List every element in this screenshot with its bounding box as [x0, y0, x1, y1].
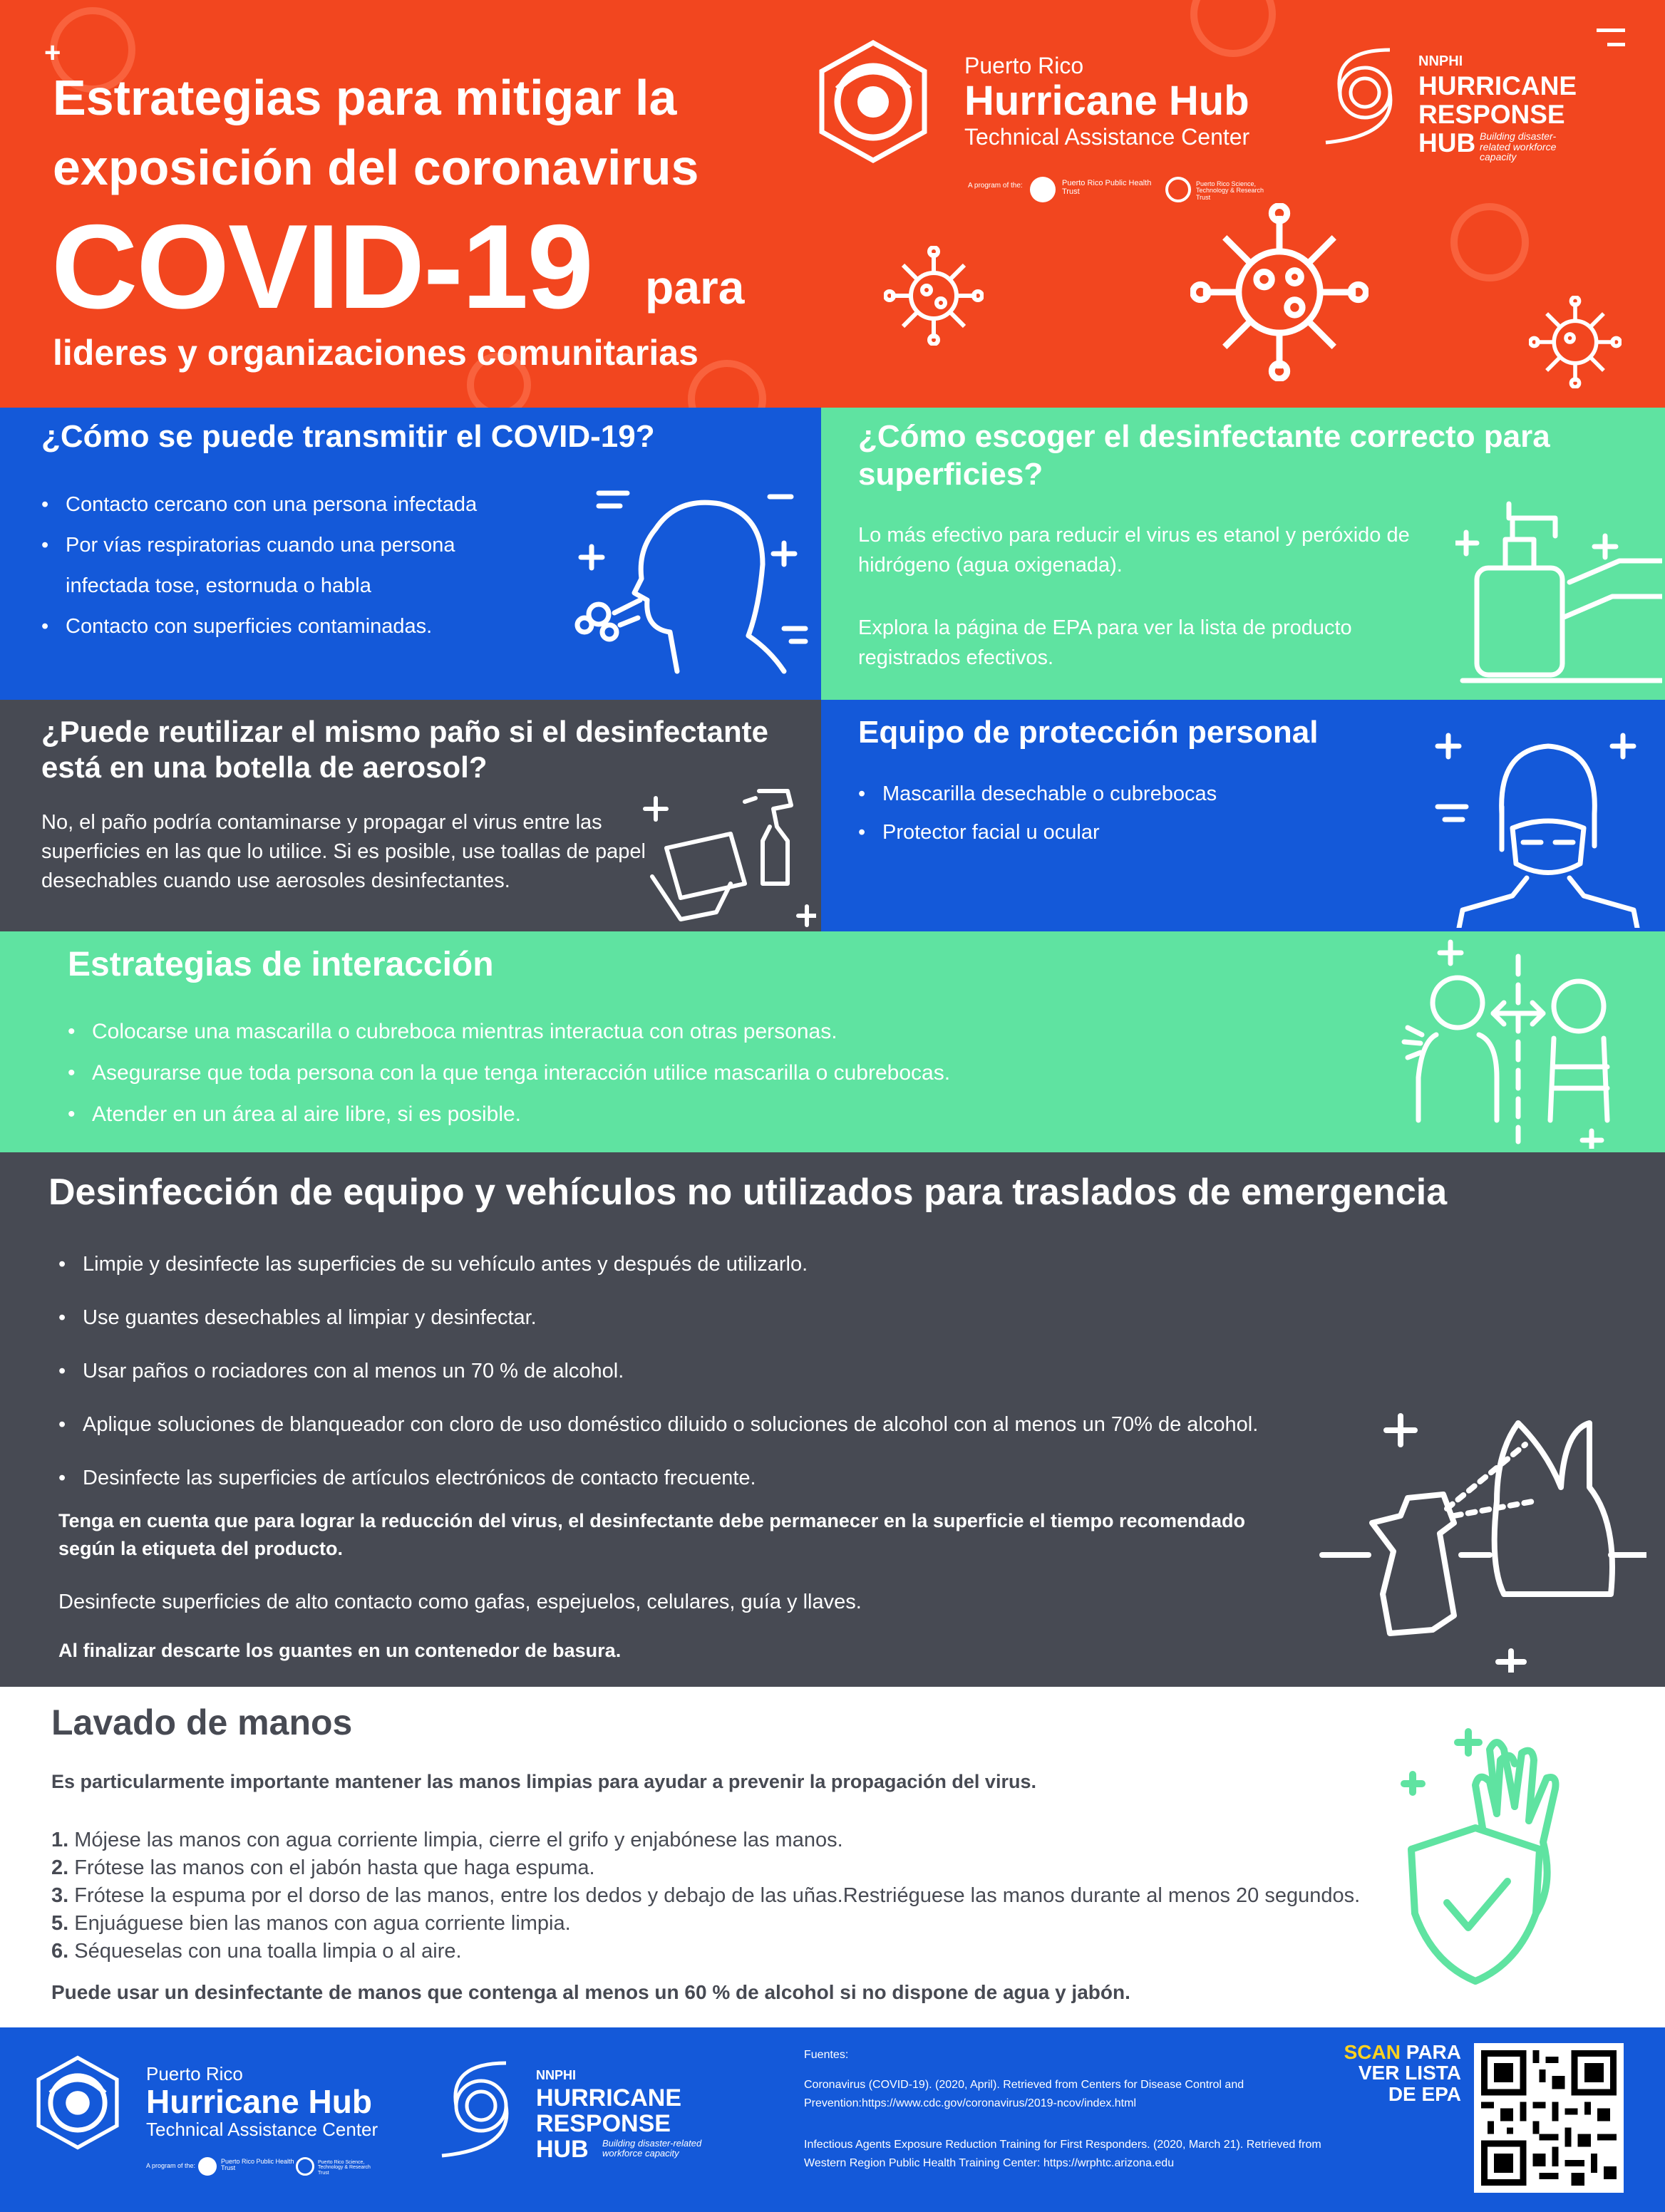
list-item: • Contacto con superficies contaminadas.	[41, 606, 533, 647]
title-line-2: exposición del coronavirus	[53, 140, 699, 195]
list-item: • Desinfecte las superficies de artículos electrónicos de contacto frecuente.	[58, 1452, 1341, 1505]
step-item	[51, 1910, 1406, 1938]
interaction-list	[68, 1011, 1279, 1135]
vehicle-disinfection-section	[0, 1152, 1665, 1687]
nnphi-label: NNPHI	[1418, 53, 1463, 69]
vehicle-list	[58, 1238, 1341, 1505]
qr-code[interactable]	[1474, 2043, 1624, 2193]
interaction-section	[0, 931, 1665, 1152]
interaction-title: Estrategias de interacción	[68, 946, 494, 983]
transmission-title: ¿Cómo se puede transmitir el COVID-19?	[41, 419, 655, 454]
list-item: • Asegurarse que toda persona con la que tenga interacción utilice mascarilla o cubrebocas.	[68, 1053, 1279, 1094]
disinfectant-section	[821, 408, 1665, 700]
science-trust-icon	[296, 2157, 314, 2176]
program-of-label: A program of the:	[146, 2162, 196, 2169]
trust-1-label: Puerto Rico Public Health Trust	[1062, 179, 1152, 196]
plus-icon: +	[44, 37, 61, 68]
hurricane-hub-logo-icon	[34, 2055, 121, 2151]
spray-bottle-bag-icon	[1319, 1380, 1646, 1673]
step-number: 2.	[51, 1856, 69, 1879]
source-1: Coronavirus (COVID-19). (2020, April). Retrieved from Centers for Disease Control and Prevention:https://www.cdc.gov/coronavirus/2019-ncov/index.html	[804, 2079, 1244, 2109]
handwashing-section	[0, 1687, 1665, 2027]
reuse-text: No, el paño podría contaminarse y propagar el virus entre las superficies en las que lo utilice. Si es posible, use toallas de papel desechables cuando use aerosoles desinfectantes.	[41, 811, 646, 893]
scan-word: SCAN	[1344, 2041, 1401, 2063]
title-covid: COVID-19	[51, 200, 592, 334]
hub-logo-big: Hurricane Hub	[964, 78, 1249, 124]
ppe-section	[821, 700, 1665, 931]
handwash-steps	[51, 1826, 1406, 1965]
trust-1-label: Puerto Rico Public Health Trust	[221, 2158, 294, 2172]
sources-label: Fuentes:	[804, 2049, 849, 2061]
hrh-line-3: HUB	[536, 2136, 589, 2163]
hurricane-response-logo-icon	[428, 2056, 535, 2163]
trust-seal-icon	[198, 2157, 217, 2176]
hrh-line-2: RESPONSE	[1418, 100, 1565, 129]
step-text: Enjuáguese bien las manos con agua corriente limpia.	[74, 1912, 571, 1935]
minus-icon	[1597, 29, 1625, 32]
reuse-title: ¿Puede reutilizar el mismo paño si el desinfectante está en una botella de aerosol?	[41, 715, 768, 785]
step-item	[51, 1854, 1406, 1882]
spray-cleaning-icon	[638, 777, 816, 930]
coughing-person-icon	[570, 486, 813, 678]
disinfectant-paragraph-2: Explora la página de EPA para ver la lista de producto registrados efectivos.	[858, 616, 1352, 670]
hub-logo-small: Puerto Rico	[964, 53, 1084, 78]
list-item: • Use guantes desechables al limpiar y desinfectar.	[58, 1291, 1341, 1345]
list-item: • Contacto cercano con una persona infectada	[41, 485, 533, 525]
hurricane-response-logo-icon	[1311, 43, 1418, 150]
ppe-list	[858, 775, 1357, 852]
step-item	[51, 1938, 1406, 1965]
hurricane-hub-logo-icon	[816, 39, 930, 164]
vehicle-note: Tenga en cuenta que para lograr la reducción del virus, el desinfectante debe permanecer en la superficie el tiempo recomendado según la etiqueta del producto.	[58, 1510, 1246, 1560]
vehicle-paragraph: Desinfecte superficies de alto contacto como gafas, espejuelos, celulares, guía y llaves.	[58, 1591, 862, 1613]
vehicle-title: Desinfección de equipo y vehículos no utilizados para traslados de emergencia	[48, 1172, 1448, 1213]
list-item: • Atender en un área al aire libre, si es posible.	[68, 1094, 1279, 1135]
handwash-title: Lavado de manos	[51, 1702, 353, 1742]
virus-icon	[1190, 203, 1368, 381]
list-item: • Aplique soluciones de blanqueador con cloro de uso doméstico diluido o soluciones de alcohol con al menos un 70% de alcohol.	[58, 1398, 1341, 1452]
step-text: Mójese las manos con agua corriente limpia, cierre el grifo y enjabónese las manos.	[74, 1829, 843, 1851]
step-item	[51, 1826, 1406, 1854]
trust-2-label: Puerto Rico Science, Technology & Research Trust	[1196, 180, 1264, 201]
scan-callout	[1333, 2042, 1461, 2104]
hub-logo-small: Puerto Rico	[146, 2063, 243, 2084]
step-text: Séqueselas con una toalla limpia o al aire.	[74, 1940, 462, 1963]
hrh-tagline: Building disaster-related workforce capacity	[1480, 130, 1557, 163]
hrh-line-1: HURRICANE	[536, 2084, 681, 2112]
list-item: • Mascarilla desechable o cubrebocas	[858, 775, 1357, 813]
hrh-line-1: HURRICANE	[1418, 71, 1577, 100]
source-2: Infectious Agents Exposure Reduction Training for First Responders. (2020, March 21). Retrieved from Western Region Public Health Training Center: https://wrphtc.arizona.edu	[804, 2139, 1321, 2169]
social-distance-icon	[1393, 935, 1643, 1149]
list-item: • Protector facial u ocular	[858, 813, 1357, 852]
scan-line-3: DE EPA	[1388, 2082, 1461, 2105]
list-item: • Limpie y desinfecte las superficies de su vehículo antes y después de utilizarlo.	[58, 1238, 1341, 1291]
list-item: • Por vías respiratorias cuando una persona infectada tose, estornuda o habla	[41, 525, 533, 606]
title-line-4: lideres y organizaciones comunitarias	[53, 333, 699, 373]
science-trust-icon	[1165, 177, 1191, 202]
hub-logo-big: Hurricane Hub	[146, 2083, 372, 2120]
transmission-list	[41, 485, 533, 647]
hand-shield-check-icon	[1383, 1721, 1597, 1985]
virus-icon	[1529, 296, 1622, 388]
footer	[0, 2027, 1665, 2212]
hub-logo-sub: Technical Assistance Center	[146, 2119, 378, 2140]
hrh-line-3: HUB	[1418, 128, 1476, 157]
transmission-section	[0, 408, 821, 700]
masked-person-icon	[1434, 728, 1648, 928]
hrh-line-2: RESPONSE	[536, 2110, 671, 2137]
disinfectant-title: ¿Cómo escoger el desinfectante correcto para superficies?	[858, 419, 1550, 492]
handwash-outro: Puede usar un desinfectante de manos que contenga al menos un 60 % de alcohol si no dispone de agua y jabón.	[51, 1981, 1130, 2003]
step-number: 3.	[51, 1884, 69, 1907]
step-number: 6.	[51, 1940, 69, 1963]
disinfectant-paragraph-1: Lo más efectivo para reducir el virus es etanol y peróxido de hidrógeno (agua oxigenada).	[858, 524, 1410, 577]
hrh-tagline: Building disaster-related workforce capacity	[602, 2138, 702, 2159]
program-of-label: A program of the:	[968, 182, 1023, 190]
reuse-cloth-section	[0, 700, 821, 931]
trust-seal-icon	[1030, 177, 1056, 202]
title-para: para	[645, 261, 745, 314]
vehicle-final-note: Al finalizar descarte los guantes en un contenedor de basura.	[58, 1640, 622, 1661]
step-text: Frótese la espuma por el dorso de las manos, entre los dedos y debajo de las uñas.Restriéguese las manos durante al menos 20 segundos.	[74, 1884, 1361, 1907]
list-item: • Usar paños o rociadores con al menos un 70 % de alcohol.	[58, 1345, 1341, 1398]
title-line-1: Estrategias para mitigar la	[53, 70, 677, 125]
step-number: 1.	[51, 1829, 69, 1851]
scan-rest: PARA	[1406, 2041, 1461, 2063]
step-text: Frótese las manos con el jabón hasta que haga espuma.	[74, 1856, 595, 1879]
handwash-intro: Es particularmente importante mantener las manos limpias para ayudar a prevenir la propagación del virus.	[51, 1771, 1036, 1792]
sanitizer-bottle-hand-icon	[1455, 497, 1662, 689]
scan-line-2: VER LISTA	[1358, 2062, 1461, 2084]
ppe-title: Equipo de protección personal	[858, 715, 1319, 750]
step-number: 5.	[51, 1912, 69, 1935]
qr-code-icon	[1481, 2050, 1617, 2186]
virus-icon	[884, 246, 984, 346]
trust-2-label: Puerto Rico Science, Technology & Research Trust	[318, 2160, 371, 2176]
minus-icon	[1607, 43, 1625, 46]
nnphi-label: NNPHI	[536, 2068, 577, 2082]
step-item	[51, 1882, 1406, 1910]
list-item: • Colocarse una mascarilla o cubreboca mientras interactua con otras personas.	[68, 1011, 1279, 1053]
hub-logo-sub: Technical Assistance Center	[964, 124, 1250, 150]
header-banner	[0, 0, 1665, 408]
